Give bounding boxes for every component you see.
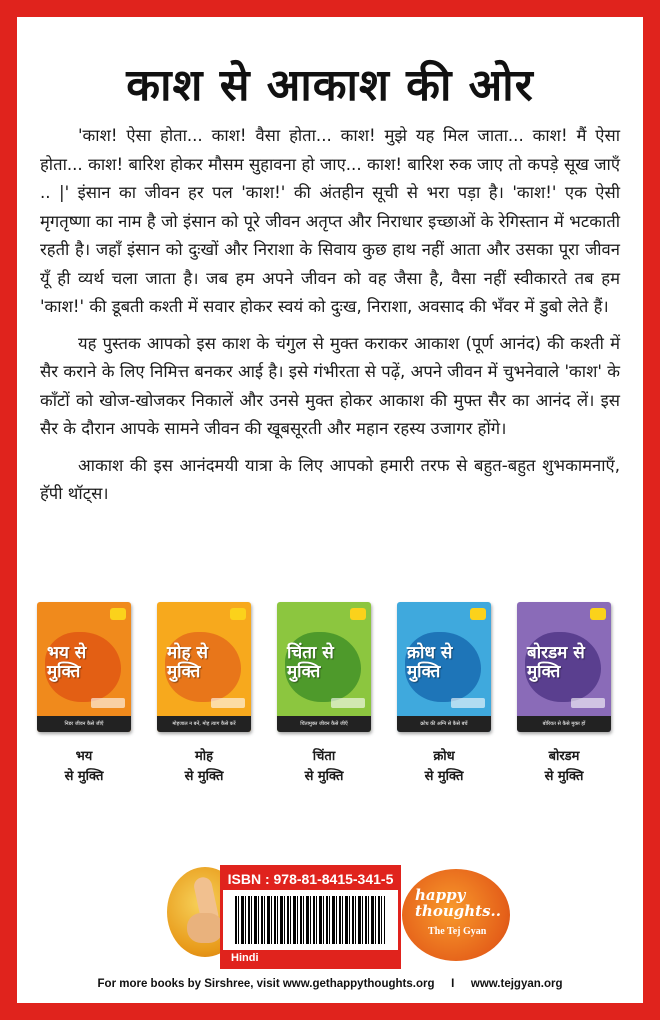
page-title: काश से आकाश की ओर bbox=[126, 60, 534, 111]
author-mark bbox=[451, 698, 485, 708]
related-books bbox=[33, 602, 633, 817]
cover-strip-text: निडर जीवन कैसे जीएँ bbox=[64, 721, 104, 727]
author-mark bbox=[331, 698, 365, 708]
book-caption-line1: क्रोध bbox=[433, 749, 455, 764]
author-mark bbox=[91, 698, 125, 708]
footer-link-books[interactable]: For more books by Sirshree, visit www.gethappythoughts.org bbox=[97, 978, 435, 990]
book-caption bbox=[154, 747, 254, 787]
isbn-box bbox=[220, 865, 401, 969]
book-cover-moh[interactable] bbox=[157, 602, 251, 732]
paragraph-1: 'काश! ऐसा होता... काश! वैसा होता... काश! मुझे यह मिल जाता... काश! मैं ऐसा होता... काश! बारिश होकर मौसम सुहावना हो जाए... काश! बारिश रुक जाए तो कपड़े सूख जाएँ .. |' इंसान का जीवन हर पल 'काश!' की अंतहीन सूची से भरा पड़ा है। 'काश!' एक ऐसी मृगतृष्णा का नाम है जो इंसान को पूरे जीवन अतृप्त और निराधार इच्छाओं के रेगिस्तान में भटकाती रहती है। जहाँ इंसान को दुःखों और निराशा के सिवाय कुछ हाथ नहीं आता और उसका पूरा जीवन यूँ ही व्यर्थ चला जाता है। जब हम अपने जीवन को वह जैसा है, वैसा नहीं स्वीकारते तब हम 'काश!' की डूबती कश्ती में सवार होकर स्वयं को दुःख, निराशा, अवसाद की भँवर में डुबो लेते हैं। bbox=[40, 126, 620, 316]
book-caption bbox=[34, 747, 134, 787]
blurb bbox=[40, 122, 620, 517]
book-cover-title: भय से मुक्ति bbox=[47, 643, 87, 682]
book-cover-bhay[interactable] bbox=[37, 602, 131, 732]
book-cover-title: क्रोध से मुक्ति bbox=[407, 643, 453, 682]
book-caption bbox=[394, 747, 494, 787]
publisher-logo-icon bbox=[590, 608, 606, 620]
cover-strip bbox=[517, 716, 611, 732]
cover-strip-text: चिंतामुक्त जीवन कैसे जीएँ bbox=[300, 721, 348, 727]
book-cover-title: बोरडम से मुक्ति bbox=[527, 643, 585, 682]
book-caption-line1: चिंता bbox=[312, 749, 336, 764]
cover-strip bbox=[397, 716, 491, 732]
cover-strip-text: क्रोध की अग्नि से कैसे बचें bbox=[420, 721, 468, 727]
footer-link-tejgyan[interactable]: www.tejgyan.org bbox=[470, 978, 563, 990]
palm-icon bbox=[187, 913, 223, 943]
brand-line1: happy bbox=[415, 886, 466, 904]
brand-line2: thoughts.. bbox=[415, 902, 501, 920]
author-mark bbox=[211, 698, 245, 708]
isbn-label: ISBN : 978-81-8415-341-5 bbox=[223, 868, 398, 890]
book-cover-title: मोह से मुक्ति bbox=[167, 643, 209, 682]
book-caption-line2: से मुक्ति bbox=[544, 769, 584, 784]
cover-footer bbox=[17, 847, 643, 1003]
cover-strip bbox=[157, 716, 251, 732]
book-caption-line2: से मुक्ति bbox=[184, 769, 224, 784]
book-caption bbox=[514, 747, 614, 787]
book-cover-chinta[interactable] bbox=[277, 602, 371, 732]
footer-separator: I bbox=[451, 978, 455, 990]
publisher-logo-icon bbox=[230, 608, 246, 620]
book-caption-line2: से मुक्ति bbox=[304, 769, 344, 784]
brand-name bbox=[415, 886, 501, 920]
book-cover-boredom[interactable] bbox=[517, 602, 611, 732]
book-caption-line1: बोरडम bbox=[548, 749, 580, 764]
book-caption-line2: से मुक्ति bbox=[64, 769, 104, 784]
back-cover bbox=[17, 17, 643, 1003]
publisher-logo-icon bbox=[110, 608, 126, 620]
publisher-logo-icon bbox=[470, 608, 486, 620]
language-label: Hindi bbox=[223, 950, 398, 966]
book-caption-line1: मोह bbox=[194, 749, 214, 764]
cover-strip bbox=[37, 716, 131, 732]
book-cover-title: चिंता से मुक्ति bbox=[287, 643, 334, 682]
book-cover-krodh[interactable] bbox=[397, 602, 491, 732]
book-caption bbox=[274, 747, 374, 787]
footer-links bbox=[17, 978, 643, 990]
publisher-logo-icon bbox=[350, 608, 366, 620]
paragraph-3: आकाश की इस आनंदमयी यात्रा के लिए आपको हमारी तरफ से बहुत-बहुत शुभकामनाएँ, हॅपी थॉट्स। bbox=[40, 455, 620, 503]
barcode-icon bbox=[235, 896, 385, 944]
cover-strip-text: मोहजाल न बनें, मोह त्याग कैसे करें bbox=[172, 721, 236, 727]
book-caption-line1: भय bbox=[75, 749, 93, 764]
cover-strip bbox=[277, 716, 371, 732]
paragraph-2: यह पुस्तक आपको इस काश के चंगुल से मुक्त कराकर आकाश (पूर्ण आनंद) की कश्ती में सैर कराने के लिए निमित्त बनकर आई है। इसे गंभीरता से पढ़ें, अपने जीवन में चुभनेवाले 'काश' के काँटों को खोज-खोजकर निकालें और उनसे मुक्त होकर आकाश की मुफ्त सैर का आनंद लें। इस सैर के दौरान आपके सामने जीवन की खूबसूरती और महान रहस्य उजागर होंगे। bbox=[40, 333, 620, 438]
cover-strip-text: बोरियत से कैसे मुक्त हों bbox=[542, 721, 586, 727]
book-caption-line2: से मुक्ति bbox=[424, 769, 464, 784]
author-mark bbox=[571, 698, 605, 708]
brand-sub: The Tej Gyan bbox=[428, 926, 487, 937]
